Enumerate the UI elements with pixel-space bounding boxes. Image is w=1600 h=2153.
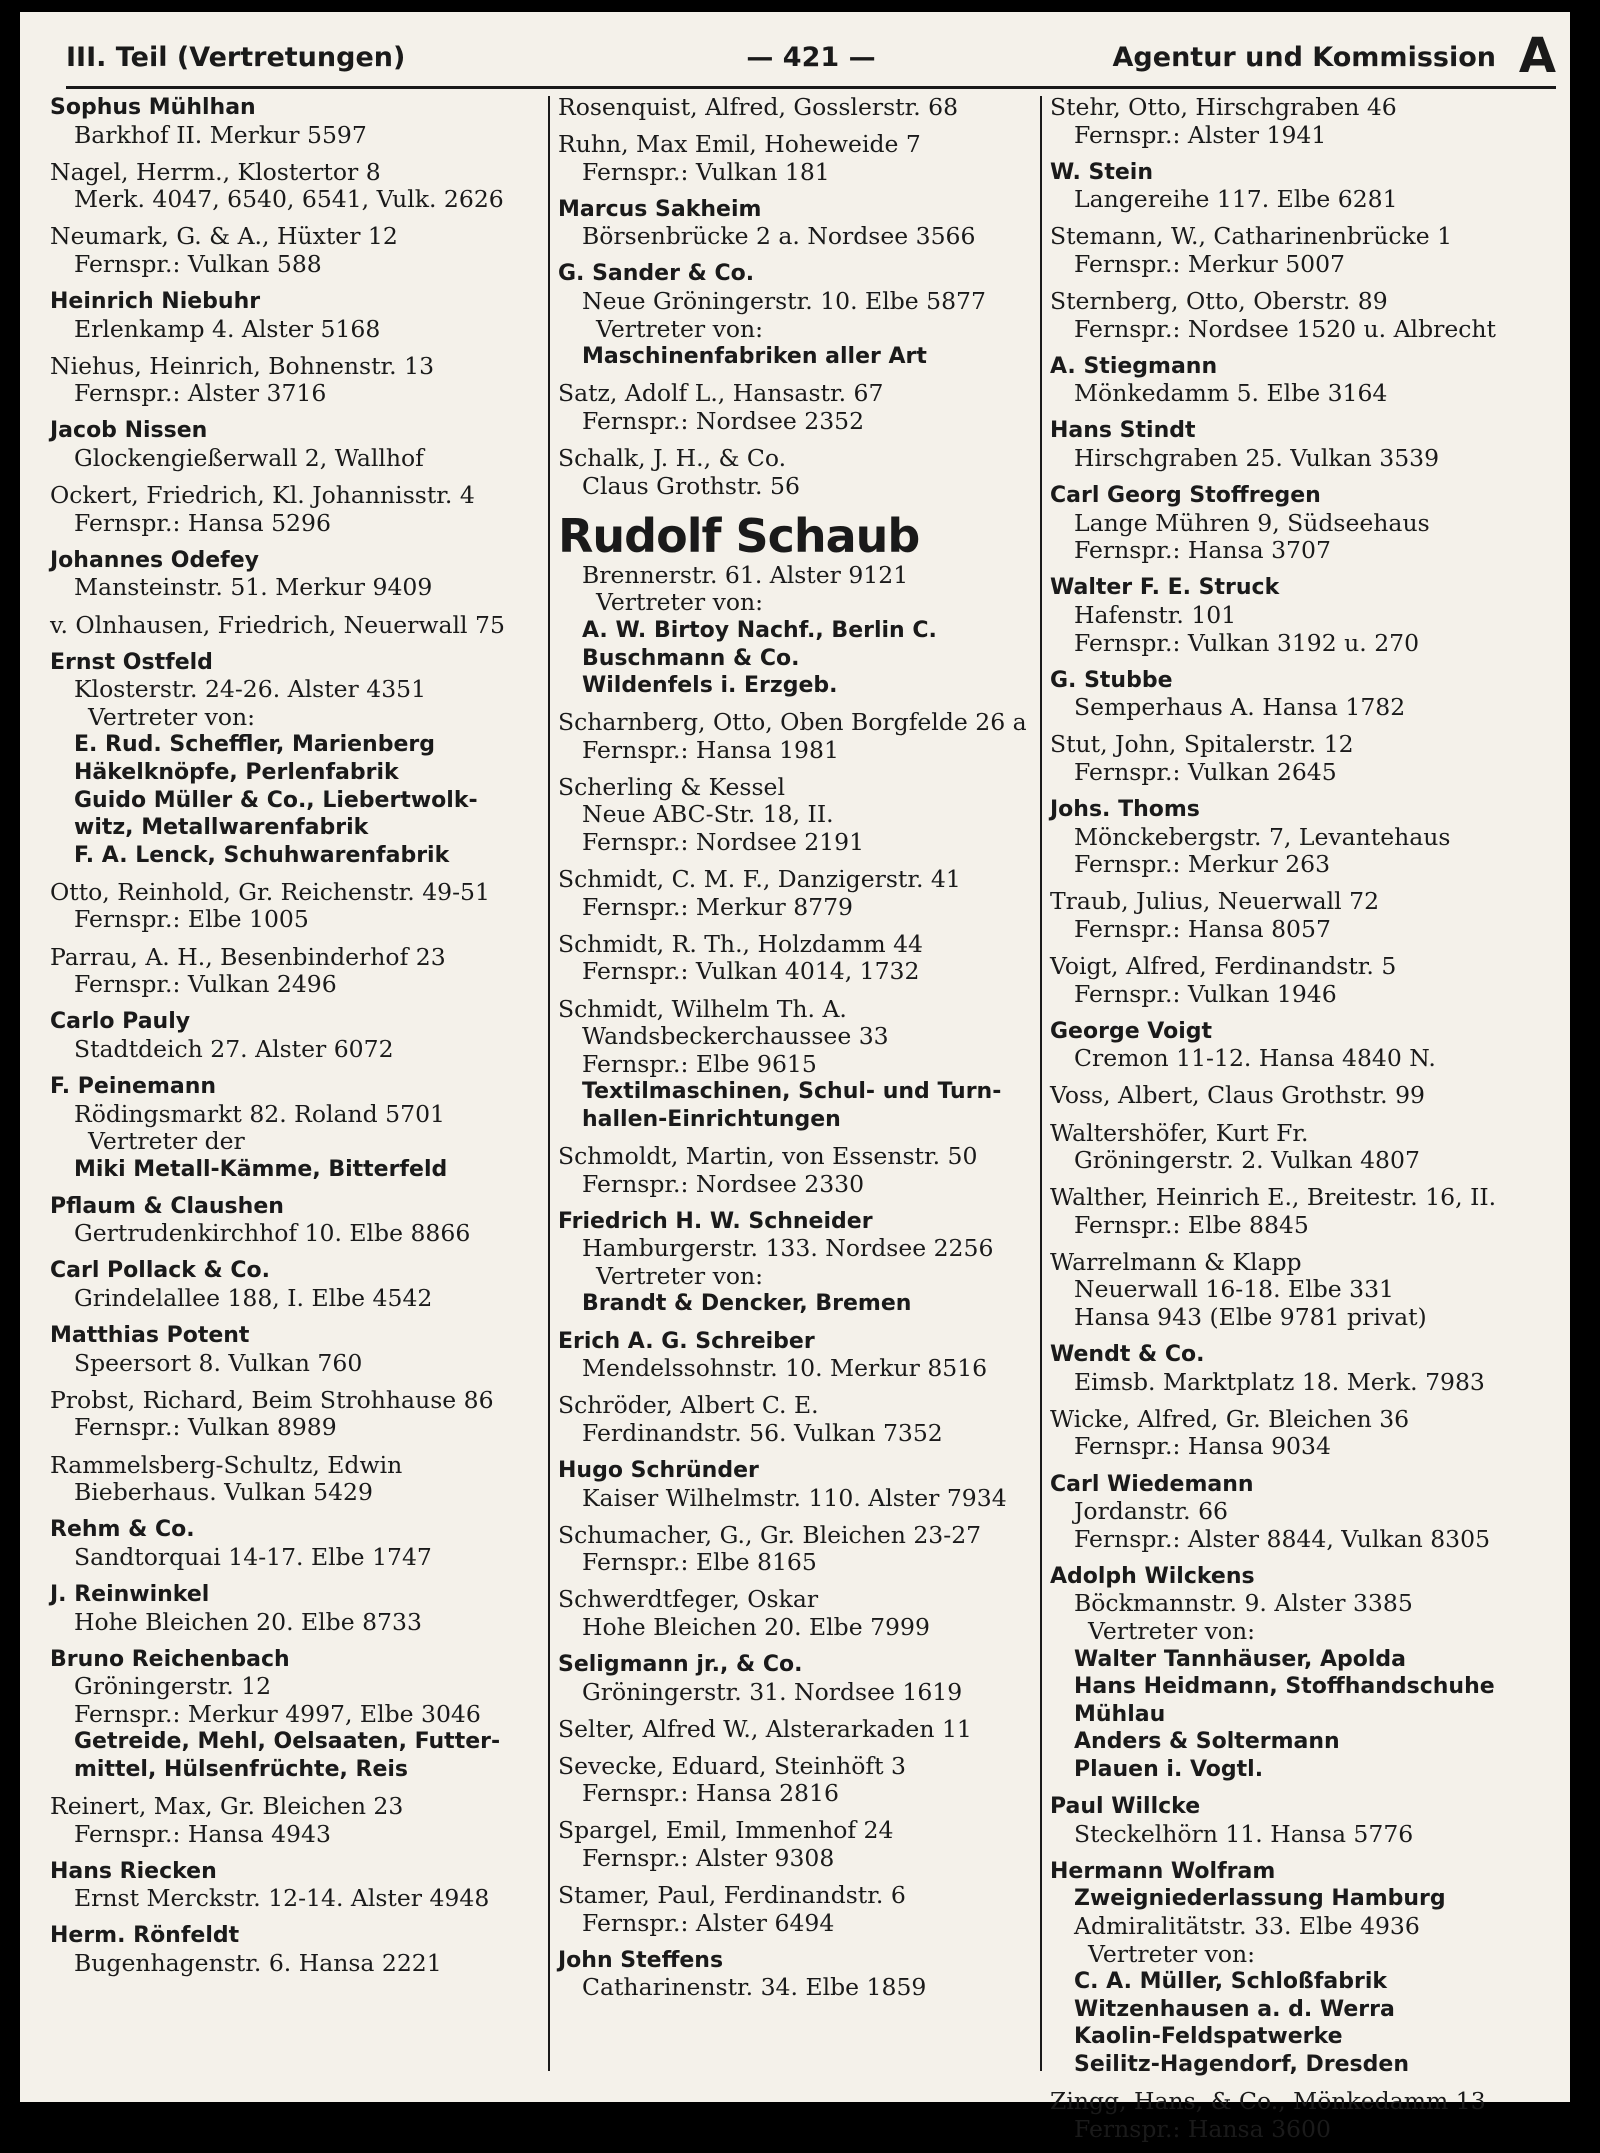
entry-name: Niehus, Heinrich, Bohnenstr. 13: [50, 351, 435, 380]
directory-entry: [1050, 1563, 1565, 1784]
entry-detail: Hamburgerstr. 133. Nordsee 2256: [582, 1234, 994, 1263]
directory-entry: [558, 709, 1036, 764]
entry-name: Marcus Sakheim: [558, 196, 762, 222]
entry-name: Rudolf Schaub: [558, 508, 920, 563]
directory-entry: [1050, 353, 1565, 408]
entry-detail: Mendelssohnstr. 10. Merkur 8516: [582, 1354, 988, 1383]
header-rule: [66, 86, 1556, 89]
directory-entry: [558, 866, 1036, 921]
directory-entry: [558, 1651, 1036, 1706]
entry-name: Adolph Wilckens: [1050, 1563, 1255, 1589]
entry-name: Rehm & Co.: [50, 1517, 195, 1543]
entry-name: Stamer, Paul, Ferdinandstr. 6: [558, 1881, 906, 1910]
directory-entry: [558, 1457, 1036, 1512]
entry-detail: F. A. Lenck, Schuhwarenfabrik: [74, 842, 450, 868]
entry-detail: Buschmann & Co.: [582, 645, 800, 671]
entry-detail: Miki Metall-Kämme, Bitterfeld: [74, 1156, 448, 1182]
entry-detail: Vertreter von:: [88, 702, 256, 731]
directory-entry: [1050, 1341, 1565, 1396]
entry-name: Stut, John, Spitalerstr. 12: [1050, 730, 1354, 759]
entry-detail: Fernspr.: Alster 3716: [74, 379, 327, 408]
directory-entry: [1050, 94, 1565, 149]
directory-entry: [558, 1882, 1036, 1937]
entry-detail: Hans Heidmann, Stoffhandschuhe: [1074, 1674, 1495, 1700]
entry-detail: Klosterstr. 24-26. Alster 4351: [74, 675, 427, 704]
entry-name: Schalk, J. H., & Co.: [558, 444, 787, 473]
entry-name: Selter, Alfred W., Alsterarkaden 11: [558, 1714, 972, 1743]
entry-detail: Mönkedamm 5. Elbe 3164: [1074, 379, 1388, 408]
directory-entry: [1050, 1184, 1565, 1239]
directory-entry: [1050, 796, 1565, 879]
entry-name: Walther, Heinrich E., Breitestr. 16, II.: [1050, 1183, 1497, 1212]
entry-name: Nagel, Herrm., Klostertor 8: [50, 157, 381, 186]
entry-name: Sophus Mühlhan: [50, 95, 256, 120]
directory-entry: [558, 196, 1036, 251]
directory-entry: [50, 649, 540, 870]
directory-entry: [1050, 1793, 1565, 1848]
category-title: Agentur und Kommission: [1112, 42, 1496, 73]
directory-entry: [558, 1753, 1036, 1808]
entry-name: Rosenquist, Alfred, Gosslerstr. 68: [558, 93, 959, 121]
entry-detail: Walter Tannhäuser, Apolda: [1074, 1646, 1406, 1672]
entry-name: Parrau, A. H., Besenbinderhof 23: [50, 942, 446, 971]
entry-detail: Barkhof II. Merkur 5597: [74, 120, 367, 149]
entry-detail: Mansteinstr. 51. Merkur 9409: [74, 573, 433, 602]
entry-detail: Fernspr.: Hansa 3707: [1074, 536, 1331, 565]
directory-entry: [558, 380, 1036, 435]
entry-detail: Fernspr.: Merkur 4997, Elbe 3046: [74, 1699, 481, 1728]
entry-name: Schmoldt, Martin, von Essenstr. 50: [558, 1142, 978, 1170]
entry-detail: Häkelknöpfe, Perlenfabrik: [74, 759, 399, 785]
entry-detail: Neue Gröningerstr. 10. Elbe 5877: [582, 287, 986, 316]
entry-detail: Sandtorquai 14-17. Elbe 1747: [74, 1542, 432, 1571]
entry-detail: Fernspr.: Vulkan 181: [582, 157, 830, 186]
entry-detail: Bugenhagenstr. 6. Hansa 2221: [74, 1949, 442, 1978]
entry-name: Scherling & Kessel: [558, 772, 785, 801]
directory-entry: [1050, 1471, 1565, 1554]
entry-detail: Mönckebergstr. 7, Levantehaus: [1074, 822, 1451, 851]
entry-name: George Voigt: [1050, 1018, 1213, 1044]
directory-entry: [50, 944, 540, 999]
directory-entry: [1050, 223, 1565, 278]
entry-detail: Fernspr.: Vulkan 588: [74, 249, 322, 278]
directory-entry: [558, 445, 1036, 500]
directory-entry: [558, 1522, 1036, 1577]
entry-detail: Langereihe 117. Elbe 6281: [1074, 185, 1398, 214]
directory-entry: [1050, 288, 1565, 343]
directory-entry: [50, 1257, 540, 1312]
entry-name: Voigt, Alfred, Ferdinandstr. 5: [1050, 952, 1397, 981]
entry-detail: Erlenkamp 4. Alster 5168: [74, 314, 381, 343]
entry-name: Seligmann jr., & Co.: [558, 1652, 803, 1677]
entry-detail: Eimsb. Marktplatz 18. Merk. 7983: [1074, 1367, 1485, 1396]
entry-name: W. Stein: [1050, 159, 1153, 185]
entry-detail: Grindelallee 188, I. Elbe 4542: [74, 1284, 433, 1313]
page-header: [66, 30, 1556, 82]
directory-entry: [50, 353, 540, 408]
entry-detail: Textilmaschinen, Schul- und Turn-: [582, 1079, 1002, 1105]
entry-name: Herm. Rönfeldt: [50, 1923, 240, 1949]
entry-detail: Hohe Bleichen 20. Elbe 8733: [74, 1607, 422, 1636]
entry-detail: Gröningerstr. 2. Vulkan 4807: [1074, 1146, 1420, 1175]
section-title: III. Teil (Vertretungen): [66, 42, 406, 73]
directory-entry: [50, 1387, 540, 1442]
directory-entry: [50, 288, 540, 343]
directory-entry: [1050, 417, 1565, 472]
directory-entry: [50, 482, 540, 537]
entry-detail: Vertreter von:: [1088, 1617, 1256, 1645]
entry-detail: Fernspr.: Hansa 9034: [1074, 1432, 1331, 1461]
entry-name: Hans Riecken: [50, 1858, 217, 1884]
entry-name: Carlo Pauly: [50, 1009, 191, 1035]
entry-detail: Zweigniederlassung Hamburg: [1074, 1886, 1446, 1912]
entry-detail: Mühlau: [1074, 1701, 1166, 1727]
entry-detail: witz, Metallwarenfabrik: [74, 815, 369, 841]
directory-entry: [50, 417, 540, 472]
directory-entry: [50, 1452, 540, 1507]
entry-detail: Cremon 11-12. Hansa 4840 N.: [1074, 1044, 1436, 1073]
entry-detail: Neue ABC-Str. 18, II.: [582, 800, 834, 829]
entry-name: Stehr, Otto, Hirschgraben 46: [1050, 93, 1397, 121]
entry-name: Zingg, Hans, & Co., Mönkedamm 13: [1050, 2087, 1486, 2115]
entry-detail: Böckmannstr. 9. Alster 3385: [1074, 1589, 1413, 1618]
entry-name: Otto, Reinhold, Gr. Reichenstr. 49-51: [50, 877, 490, 906]
entry-detail: Glockengießerwall 2, Wallhof: [74, 444, 424, 473]
entry-name: Hermann Wolfram: [1050, 1858, 1276, 1884]
column-2: [558, 94, 1036, 2012]
entry-detail: Plauen i. Vogtl.: [1074, 1756, 1264, 1782]
directory-entry: [558, 774, 1036, 857]
entry-name: Ruhn, Max Emil, Hoheweide 7: [558, 130, 921, 159]
directory-entry: [50, 1193, 540, 1248]
entry-detail: hallen-Einrichtungen: [582, 1106, 841, 1132]
entry-name: Schröder, Albert C. E.: [558, 1391, 819, 1420]
entry-name: Matthias Potent: [50, 1323, 250, 1349]
entry-detail: Ferdinandstr. 56. Vulkan 7352: [582, 1418, 943, 1447]
entry-detail: Fernspr.: Vulkan 2645: [1074, 757, 1337, 786]
entry-name: Waltershöfer, Kurt Fr.: [1050, 1118, 1309, 1147]
entry-detail: Catharinenstr. 34. Elbe 1859: [582, 1973, 927, 2002]
entry-name: Ernst Ostfeld: [50, 649, 213, 675]
entry-detail: Vertreter von:: [596, 588, 764, 617]
entry-name: John Steffens: [558, 1947, 724, 1973]
entry-detail: Börsenbrücke 2 a. Nordsee 3566: [582, 222, 976, 251]
directory-entry: [50, 1793, 540, 1848]
directory-entry: [558, 1208, 1036, 1318]
entry-detail: Ernst Merckstr. 12-14. Alster 4948: [74, 1884, 490, 1913]
directory-entry: [50, 223, 540, 278]
entry-name: Schwerdtfeger, Oskar: [558, 1585, 819, 1614]
entry-name: Paul Willcke: [1050, 1794, 1201, 1820]
entry-detail: Rödingsmarkt 82. Roland 5701: [74, 1099, 445, 1128]
entry-detail: Fernspr.: Vulkan 3192 u. 270: [1074, 628, 1420, 657]
entry-name: J. Reinwinkel: [50, 1581, 210, 1607]
entry-detail: mittel, Hülsenfrüchte, Reis: [74, 1756, 409, 1782]
directory-entry: [558, 1392, 1036, 1447]
entry-name: Bruno Reichenbach: [50, 1646, 290, 1672]
entry-detail: Fernspr.: Nordsee 2352: [582, 406, 865, 435]
entry-name: Warrelmann & Klapp: [1050, 1247, 1302, 1276]
directory-entry: [50, 1322, 540, 1377]
directory-entry: [558, 931, 1036, 986]
entry-name: Reinert, Max, Gr. Bleichen 23: [50, 1792, 404, 1821]
entry-detail: Fernspr.: Hansa 5296: [74, 508, 331, 537]
entry-detail: Getreide, Mehl, Oelsaaten, Futter-: [74, 1729, 501, 1755]
directory-entry: [1050, 1249, 1565, 1332]
entry-detail: Fernspr.: Elbe 8845: [1074, 1210, 1309, 1239]
entry-detail: Hohe Bleichen 20. Elbe 7999: [582, 1612, 930, 1641]
entry-detail: Gröningerstr. 31. Nordsee 1619: [582, 1677, 963, 1706]
entry-detail: Wildenfels i. Erzgeb.: [582, 673, 838, 699]
entry-detail: Fernspr.: Vulkan 8989: [74, 1413, 337, 1442]
entry-detail: Hafenstr. 101: [1074, 601, 1237, 629]
column-divider: [1040, 96, 1042, 2071]
entry-detail: Fernspr.: Elbe 9615: [582, 1049, 817, 1078]
entry-detail: Fernspr.: Hansa 1981: [582, 735, 839, 764]
entry-name: G. Sander & Co.: [558, 261, 755, 287]
entry-name: Johannes Odefey: [50, 547, 260, 573]
entry-name: Carl Wiedemann: [1050, 1471, 1254, 1497]
entry-name: Wicke, Alfred, Gr. Bleichen 36: [1050, 1404, 1410, 1433]
directory-page: [20, 12, 1570, 2143]
entry-detail: Fernspr.: Nordsee 1520 u. Albrecht: [1074, 314, 1497, 343]
entry-detail: Lange Mühren 9, Südseehaus: [1074, 508, 1430, 537]
directory-entry: [558, 1817, 1036, 1872]
entry-detail: Kaolin-Feldspatwerke: [1074, 2024, 1343, 2050]
entry-name: Schumacher, G., Gr. Bleichen 23-27: [558, 1520, 982, 1549]
directory-entry: [1050, 667, 1565, 722]
column-divider: [548, 96, 550, 2071]
entry-detail: Fernspr.: Nordsee 2330: [582, 1169, 865, 1198]
entry-detail: Vertreter von:: [596, 1261, 764, 1290]
directory-entry: [558, 996, 1036, 1134]
directory-entry: [1050, 1858, 1565, 2079]
directory-entry: [1050, 159, 1565, 214]
entry-detail: Fernspr.: Vulkan 2496: [74, 970, 337, 999]
directory-entry: [1050, 2088, 1565, 2143]
entry-name: Erich A. G. Schreiber: [558, 1328, 815, 1354]
entry-detail: Neuerwall 16-18. Elbe 331: [1074, 1275, 1395, 1304]
directory-entry: [1050, 1082, 1565, 1110]
directory-entry: [50, 94, 540, 149]
directory-entry: [558, 260, 1036, 370]
entry-detail: Semperhaus A. Hansa 1782: [1074, 693, 1406, 722]
entry-detail: Gröningerstr. 12: [74, 1672, 272, 1701]
entry-detail: Fernspr.: Nordsee 2191: [582, 828, 865, 857]
entry-detail: Fernspr.: Vulkan 1946: [1074, 979, 1337, 1008]
entry-name: Heinrich Niebuhr: [50, 289, 261, 315]
entry-detail: Fernspr.: Elbe 8165: [582, 1548, 817, 1577]
entry-name: Sternberg, Otto, Oberstr. 89: [1050, 287, 1388, 316]
entry-name: Wendt & Co.: [1050, 1342, 1205, 1368]
entry-detail: Gertrudenkirchhof 10. Elbe 8866: [74, 1219, 471, 1248]
entry-detail: Vertreter von:: [1088, 1939, 1256, 1968]
directory-entry: [1050, 953, 1565, 1008]
entry-detail: Fernspr.: Alster 8844, Vulkan 8305: [1074, 1524, 1491, 1553]
directory-entry: [558, 1947, 1036, 2002]
entry-detail: Admiralitätstr. 33. Elbe 4936: [1074, 1911, 1420, 1940]
entry-detail: Wandsbeckerchaussee 33: [582, 1022, 889, 1051]
entry-detail: A. W. Birtoy Nachf., Berlin C.: [582, 617, 937, 643]
entry-name: Ockert, Friedrich, Kl. Johannisstr. 4: [50, 481, 475, 510]
entry-name: Hans Stindt: [1050, 418, 1196, 444]
entry-name: Carl Georg Stoffregen: [1050, 483, 1321, 509]
directory-entry: [558, 1328, 1036, 1383]
entry-detail: Kaiser Wilhelmstr. 110. Alster 7934: [582, 1483, 1007, 1512]
entry-detail: Fernspr.: Alster 6494: [582, 1908, 835, 1937]
directory-entry: [558, 510, 1036, 700]
page-number: — 421 —: [746, 42, 876, 73]
entry-detail: Steckelhörn 11. Hansa 5776: [1074, 1819, 1414, 1848]
entry-detail: Hansa 943 (Elbe 9781 privat): [1074, 1303, 1427, 1332]
directory-entry: [50, 612, 540, 640]
entry-detail: C. A. Müller, Schloßfabrik: [1074, 1969, 1388, 1995]
entry-name: Schmidt, C. M. F., Danzigerstr. 41: [558, 865, 961, 894]
entry-detail: Brandt & Dencker, Bremen: [582, 1291, 912, 1317]
entry-name: Pflaum & Claushen: [50, 1193, 284, 1219]
entry-detail: Fernspr.: Merkur 8779: [582, 892, 853, 921]
entry-name: Scharnberg, Otto, Oben Borgfelde 26 a: [558, 708, 1027, 737]
entry-detail: Witzenhausen a. d. Werra: [1074, 1996, 1395, 2022]
entry-detail: Fernspr.: Hansa 8057: [1074, 914, 1331, 943]
entry-name: F. Peinemann: [50, 1073, 217, 1099]
directory-entry: [50, 1646, 540, 1784]
entry-detail: Fernspr.: Alster 1941: [1074, 120, 1327, 149]
entry-name: A. Stiegmann: [1050, 353, 1218, 379]
directory-entry: [558, 131, 1036, 186]
entry-detail: Anders & Soltermann: [1074, 1729, 1340, 1755]
entry-detail: Seilitz-Hagendorf, Dresden: [1074, 2051, 1409, 2077]
entry-name: Traub, Julius, Neuerwall 72: [1050, 887, 1380, 916]
entry-detail: E. Rud. Scheffler, Marienberg: [74, 732, 435, 758]
directory-entry: [558, 1586, 1036, 1641]
directory-entry: [558, 94, 1036, 122]
column-1: [50, 94, 540, 1987]
entry-name: Friedrich H. W. Schneider: [558, 1208, 873, 1234]
entry-detail: Fernspr.: Hansa 4943: [74, 1819, 331, 1848]
directory-entry: [1050, 574, 1565, 657]
directory-entry: [50, 547, 540, 602]
directory-entry: [50, 1073, 540, 1183]
entry-detail: Bieberhaus. Vulkan 5429: [74, 1478, 373, 1507]
entry-name: Schmidt, Wilhelm Th. A.: [558, 994, 847, 1023]
entry-name: Neumark, G. & A., Hüxter 12: [50, 222, 398, 251]
entry-name: v. Olnhausen, Friedrich, Neuerwall 75: [50, 610, 505, 639]
entry-name: Hugo Schründer: [558, 1457, 759, 1483]
entry-detail: Fernspr.: Hansa 2816: [582, 1779, 839, 1808]
entry-detail: Claus Grothstr. 56: [582, 471, 800, 500]
directory-entry: [1050, 1018, 1565, 1073]
directory-entry: [558, 1716, 1036, 1744]
directory-entry: [558, 1143, 1036, 1198]
entry-name: Voss, Albert, Claus Grothstr. 99: [1050, 1081, 1425, 1110]
directory-entry: [50, 159, 540, 214]
entry-detail: Merk. 4047, 6540, 6541, Vulk. 2626: [74, 185, 504, 214]
directory-entry: [1050, 482, 1565, 565]
entry-detail: Brennerstr. 61. Alster 9121: [582, 560, 909, 589]
directory-entry: [50, 1516, 540, 1571]
entry-name: Jacob Nissen: [50, 418, 208, 444]
entry-name: Spargel, Emil, Immenhof 24: [558, 1816, 894, 1845]
entry-name: Schmidt, R. Th., Holzdamm 44: [558, 929, 924, 958]
directory-entry: [1050, 1120, 1565, 1175]
entry-name: G. Stubbe: [1050, 667, 1173, 693]
entry-name: Carl Pollack & Co.: [50, 1258, 270, 1284]
directory-entry: [1050, 888, 1565, 943]
entry-name: Probst, Richard, Beim Strohhause 86: [50, 1385, 494, 1414]
entry-detail: Fernspr.: Merkur 263: [1074, 850, 1331, 879]
entry-name: Sevecke, Eduard, Steinhöft 3: [558, 1751, 906, 1780]
entry-detail: Jordanstr. 66: [1074, 1497, 1228, 1526]
directory-entry: [50, 879, 540, 934]
entry-name: Walter F. E. Struck: [1050, 575, 1280, 601]
entry-detail: Stadtdeich 27. Alster 6072: [74, 1034, 394, 1063]
entry-detail: Guido Müller & Co., Liebertwolk-: [74, 787, 478, 813]
entry-detail: Maschinenfabriken aller Art: [582, 344, 927, 370]
entry-name: Rammelsberg-Schultz, Edwin: [50, 1450, 403, 1479]
column-3: [1050, 94, 1565, 2153]
entry-detail: Fernspr.: Merkur 5007: [1074, 249, 1345, 278]
directory-entry: [1050, 1406, 1565, 1461]
directory-entry: [50, 1581, 540, 1636]
entry-detail: Fernspr.: Hansa 3600: [1074, 2114, 1331, 2143]
entry-detail: Vertreter der: [88, 1127, 245, 1156]
directory-entry: [50, 1008, 540, 1063]
entry-detail: Hirschgraben 25. Vulkan 3539: [1074, 444, 1440, 473]
entry-name: Satz, Adolf L., Hansastr. 67: [558, 379, 884, 408]
entry-detail: Speersort 8. Vulkan 760: [74, 1348, 363, 1377]
entry-name: Stemann, W., Catharinenbrücke 1: [1050, 222, 1453, 251]
entry-detail: Fernspr.: Elbe 1005: [74, 905, 309, 934]
entry-detail: Fernspr.: Alster 9308: [582, 1844, 835, 1873]
index-letter: A: [1518, 28, 1556, 84]
entry-detail: Vertreter von:: [596, 314, 764, 343]
directory-entry: [50, 1858, 540, 1913]
entry-detail: Fernspr.: Vulkan 4014, 1732: [582, 957, 920, 986]
entry-name: Johs. Thoms: [1050, 797, 1200, 823]
directory-entry: [50, 1922, 540, 1977]
directory-entry: [1050, 731, 1565, 786]
